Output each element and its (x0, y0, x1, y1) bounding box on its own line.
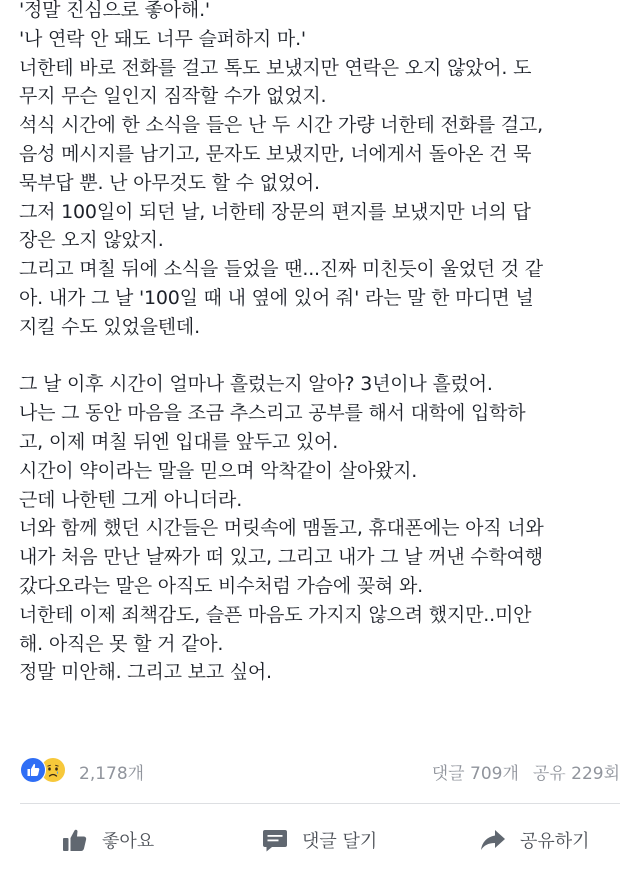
post-line: 장은 오지 않았지. (19, 229, 164, 252)
post-line: '정말 진심으로 좋아해.' (19, 0, 210, 21)
action-bar (0, 812, 640, 868)
comment-count[interactable]: 댓글 709개 (431, 764, 519, 784)
post-line: 고, 이제 며칠 뒤엔 입대를 앞두고 있어. (19, 430, 339, 453)
share-button-label: 공유하기 (520, 831, 590, 852)
share-count[interactable]: 공유 229회 (532, 764, 620, 784)
share-arrow-icon (478, 825, 508, 855)
post-line: 묵부답 뿐. 난 아무것도 할 수 없었어. (19, 171, 320, 194)
post-line: 근데 나한텐 그게 아니더라. (19, 488, 243, 511)
post-line: 그 날 이후 시간이 얼마나 흘렀는지 알아? 3년이나 흘렀어. (19, 373, 493, 396)
comment-icon (260, 825, 290, 855)
post-stats-bar (0, 750, 640, 790)
post-line: 무지 무슨 일인지 짐작할 수가 없었지. (19, 85, 327, 108)
post-line: 아. 내가 그 날 '100일 때 내 옆에 있어 줘' 라는 말 한 마디면 널 (19, 286, 534, 309)
post-body (19, 0, 631, 687)
post-line: 너한테 바로 전화를 걸고 톡도 보냈지만 연락은 오지 않았어. 도 (19, 56, 532, 79)
reaction-count[interactable]: 2,178개 (79, 764, 145, 784)
share-button[interactable] (478, 812, 590, 868)
post-line: 나는 그 동안 마음을 조금 추스리고 공부를 해서 대학에 입학하 (19, 402, 526, 425)
comment-button[interactable] (260, 812, 377, 868)
post-line: 그리고 며칠 뒤에 소식을 들었을 땐...진짜 미친듯이 울었던 것 같 (19, 258, 543, 281)
post-blank-line (19, 342, 631, 371)
post-line: 음성 메시지를 남기고, 문자도 보냈지만, 너에게서 돌아온 건 묵 (19, 142, 532, 165)
post-line: 내가 처음 만난 날짜가 떠 있고, 그리고 내가 그 날 꺼낸 수학여행 (19, 546, 543, 569)
like-button-label: 좋아요 (102, 831, 155, 852)
like-icon (20, 757, 46, 783)
post-line: 해. 아직은 못 할 거 같아. (19, 632, 224, 655)
post-line: 지킬 수도 있었을텐데. (19, 315, 200, 338)
thumbs-up-icon (60, 825, 90, 855)
post-line: 갔다오라는 말은 아직도 비수처럼 가슴에 꽂혀 와. (19, 574, 423, 597)
comment-button-label: 댓글 달기 (302, 831, 378, 852)
post-line: '나 연락 안 돼도 너무 슬퍼하지 마.' (19, 27, 306, 50)
post-line: 그저 100일이 되던 날, 너한테 장문의 편지를 보냈지만 너의 답 (19, 200, 531, 223)
post-line: 시간이 약이라는 말을 믿으며 악착같이 살아왔지. (19, 459, 418, 482)
post-line: 너와 함께 했던 시간들은 머릿속에 맴돌고, 휴대폰에는 아직 너와 (19, 517, 544, 540)
post-line: 정말 미안해. 그리고 보고 싶어. (19, 661, 272, 684)
comment-share-counts (432, 759, 620, 784)
post-line: 석식 시간에 한 소식을 들은 난 두 시간 가량 너한테 전화를 걸고, (19, 114, 543, 137)
like-button[interactable] (60, 812, 154, 868)
post-line: 너한테 이제 죄책감도, 슬픈 마음도 가지지 않으려 했지만..미안 (19, 603, 532, 626)
divider (20, 803, 620, 804)
reaction-summary[interactable] (20, 757, 70, 783)
